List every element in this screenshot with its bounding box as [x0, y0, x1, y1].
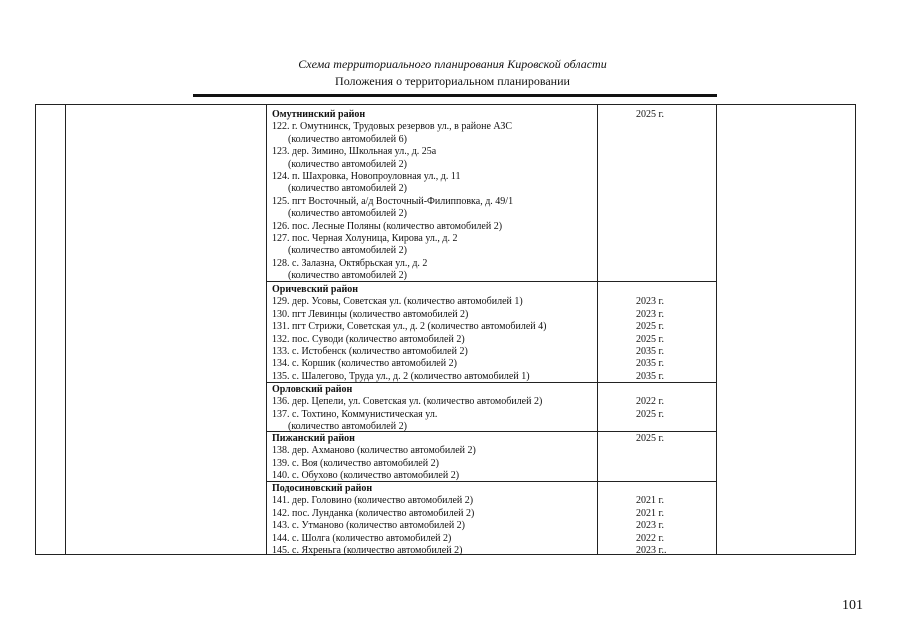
table-row	[268, 445, 715, 457]
row-year: 2035 г.	[636, 370, 664, 382]
row-year: 2021 г.	[636, 495, 664, 507]
table-row	[268, 470, 715, 482]
row-text: (количество автомобилей 2)	[288, 421, 407, 433]
district-name: Орловский район	[272, 384, 353, 395]
row-text: 131. пгт Стрижи, Советская ул., д. 2 (количество автомобилей 4)	[272, 321, 547, 333]
header-rule	[193, 94, 717, 97]
table-row	[268, 159, 715, 171]
row-text: (количество автомобилей 2)	[288, 158, 407, 170]
row-text: 125. пгт Восточный, а/д Восточный-Филипповка, д. 49/1	[272, 195, 514, 207]
district-name: Пижанский район	[272, 433, 355, 444]
district-section-podosinovsky	[268, 483, 715, 557]
page-number: 101	[842, 598, 863, 613]
table-row	[268, 208, 715, 220]
row-year: 2035 г.	[636, 358, 664, 370]
table-row	[268, 334, 715, 346]
row-text: 128. с. Залазна, Октябрьская ул., д. 2	[272, 257, 428, 269]
row-text: 123. дер. Зимино, Школьная ул., д. 25а	[272, 146, 437, 158]
table-row	[268, 396, 715, 408]
district-section-pizhansky	[268, 433, 715, 483]
column-divider	[266, 105, 267, 554]
row-text: 122. г. Омутнинск, Трудовых резервов ул., в районе АЗС	[272, 121, 513, 133]
district-year: 2025 г.	[636, 433, 664, 444]
table-row	[268, 296, 715, 308]
row-text: 126. пос. Лесные Поляны (количество автомобилей 2)	[272, 220, 503, 232]
table-row	[268, 245, 715, 257]
row-text: 139. с. Воя (количество автомобилей 2)	[272, 457, 439, 469]
row-text: 142. пос. Лунданка (количество автомобилей 2)	[272, 507, 475, 519]
row-text: 132. пос. Суводи (количество автомобилей 2)	[272, 333, 465, 345]
district-header-row	[268, 433, 715, 445]
table-row	[268, 346, 715, 358]
row-year: 2022 г.	[636, 396, 664, 408]
row-year: 2021 г.	[636, 507, 664, 519]
table-row	[268, 309, 715, 321]
row-text: 135. с. Шалегово, Труда ул., д. 2 (количество автомобилей 1)	[272, 370, 530, 382]
column-divider	[716, 105, 717, 554]
district-year: 2025 г.	[636, 109, 664, 120]
row-year: 2025 г.	[636, 321, 664, 333]
table-row	[268, 508, 715, 520]
table-row	[268, 520, 715, 532]
table-row	[268, 458, 715, 470]
district-header-row	[268, 384, 715, 396]
row-text: (количество автомобилей 2)	[288, 245, 407, 257]
table-row	[268, 495, 715, 507]
district-section-omutninsky	[268, 109, 715, 282]
district-section-orichevsky	[268, 284, 715, 383]
planning-table	[35, 104, 856, 555]
row-year: 2025 г.	[636, 333, 664, 345]
column-divider	[65, 105, 66, 554]
row-text: (количество автомобилей 6)	[288, 133, 407, 145]
district-header-row	[268, 284, 715, 296]
table-row	[268, 258, 715, 270]
row-text: 133. с. Истобенск (количество автомобилей 2)	[272, 345, 468, 357]
row-text: 124. п. Шахровка, Новопроуловная ул., д. 11	[272, 170, 461, 182]
row-text: 130. пгт Левинцы (количество автомобилей 2)	[272, 308, 469, 320]
table-row	[268, 270, 715, 282]
row-year: 2023 г.	[636, 296, 664, 308]
row-year: 2023 г.	[636, 520, 664, 532]
row-text: 138. дер. Ахманово (количество автомобилей 2)	[272, 445, 476, 457]
row-text: (количество автомобилей 2)	[288, 208, 407, 220]
row-text: 145. с. Яхреньга (количество автомобилей 2)	[272, 544, 463, 556]
row-text: 136. дер. Цепели, ул. Советская ул. (количество автомобилей 2)	[272, 396, 543, 408]
table-row	[268, 409, 715, 421]
table-row	[268, 183, 715, 195]
row-text: 140. с. Обухово (количество автомобилей 2)	[272, 470, 460, 482]
row-year: 2035 г.	[636, 345, 664, 357]
district-header-row	[268, 109, 715, 121]
table-row	[268, 371, 715, 383]
district-section-orlovsky	[268, 384, 715, 434]
table-row	[268, 171, 715, 183]
table-row	[268, 134, 715, 146]
row-text: 127. пос. Черная Холуница, Кирова ул., д. 2	[272, 232, 458, 244]
row-text: (количество автомобилей 2)	[288, 183, 407, 195]
document-subtitle: Положения о территориальном планировании	[335, 74, 570, 88]
table-row	[268, 321, 715, 333]
row-text: 143. с. Утманово (количество автомобилей 2)	[272, 520, 465, 532]
row-text: 129. дер. Усовы, Советская ул. (количество автомобилей 1)	[272, 296, 523, 308]
district-name: Омутнинский район	[272, 109, 366, 120]
row-text: 144. с. Шолга (количество автомобилей 2)	[272, 532, 452, 544]
table-row	[268, 233, 715, 245]
district-name: Подосиновский район	[272, 483, 373, 494]
district-name: Оричевский район	[272, 284, 359, 295]
document-title: Схема территориального планирования Кировской области	[298, 57, 607, 71]
table-row	[268, 121, 715, 133]
row-year: 2025 г.	[636, 408, 664, 420]
row-text: 134. с. Коршик (количество автомобилей 2)	[272, 358, 457, 370]
table-row	[268, 421, 715, 433]
district-header-row	[268, 483, 715, 495]
table-row	[268, 146, 715, 158]
table-row	[268, 533, 715, 545]
row-year: 2022 г.	[636, 532, 664, 544]
row-text: 137. с. Тохтино, Коммунистическая ул.	[272, 408, 438, 420]
row-year: 2023 г..	[636, 544, 667, 556]
table-row	[268, 221, 715, 233]
table-row	[268, 196, 715, 208]
table-row	[268, 358, 715, 370]
row-text: 141. дер. Головино (количество автомобилей 2)	[272, 495, 474, 507]
row-text: (количество автомобилей 2)	[288, 270, 407, 282]
table-row	[268, 545, 715, 557]
row-year: 2023 г.	[636, 308, 664, 320]
